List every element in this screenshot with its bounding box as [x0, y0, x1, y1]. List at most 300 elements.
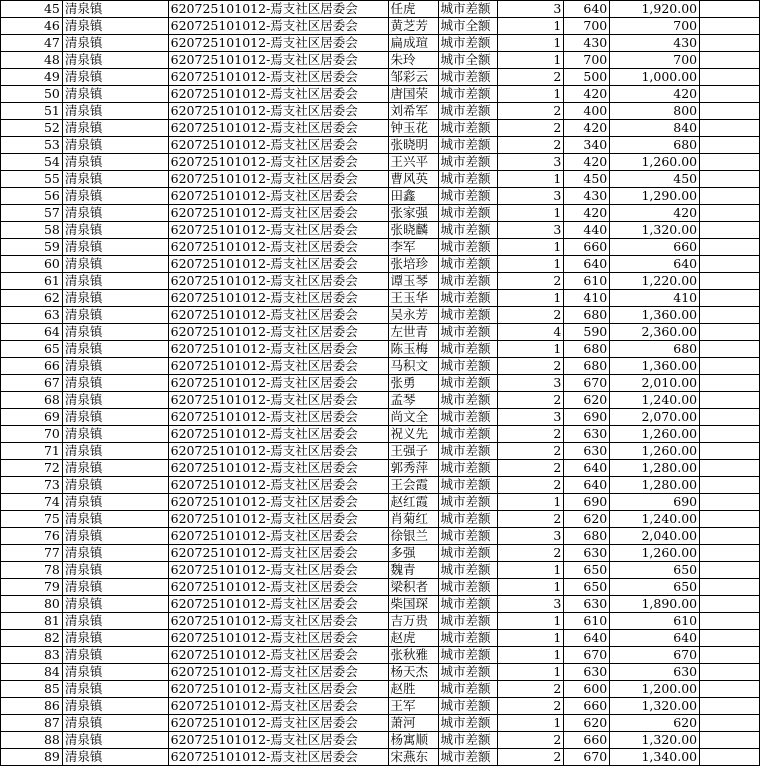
standard-cell: 430	[564, 35, 610, 52]
table-row	[1, 256, 760, 273]
community-cell: 620725101012-焉支社区居委会	[168, 579, 388, 596]
amount-cell: 1,340.00	[610, 749, 700, 766]
name-cell: 刘希军	[388, 103, 438, 120]
amount-cell: 410	[610, 290, 700, 307]
type-cell: 城市差额	[438, 460, 498, 477]
name-cell: 张秋雅	[388, 647, 438, 664]
row-number: 70	[1, 426, 63, 443]
household-count-cell: 1	[498, 171, 564, 188]
row-number: 73	[1, 477, 63, 494]
community-cell: 620725101012-焉支社区居委会	[168, 426, 388, 443]
household-count-cell: 1	[498, 290, 564, 307]
empty-cell	[700, 324, 760, 341]
type-cell: 城市差额	[438, 86, 498, 103]
row-number: 83	[1, 647, 63, 664]
name-cell: 徐银兰	[388, 528, 438, 545]
type-cell: 城市差额	[438, 273, 498, 290]
amount-cell: 630	[610, 664, 700, 681]
amount-cell: 620	[610, 715, 700, 732]
empty-cell	[700, 409, 760, 426]
name-cell: 柴国琛	[388, 596, 438, 613]
standard-cell: 640	[564, 1, 610, 18]
household-count-cell: 1	[498, 52, 564, 69]
type-cell: 城市差额	[438, 69, 498, 86]
community-cell: 620725101012-焉支社区居委会	[168, 460, 388, 477]
household-count-cell: 3	[498, 188, 564, 205]
name-cell: 多强	[388, 545, 438, 562]
type-cell: 城市差额	[438, 732, 498, 749]
standard-cell: 670	[564, 375, 610, 392]
town-cell: 清泉镇	[62, 256, 168, 273]
type-cell: 城市差额	[438, 681, 498, 698]
household-count-cell: 2	[498, 69, 564, 86]
name-cell: 张培珍	[388, 256, 438, 273]
household-count-cell: 2	[498, 545, 564, 562]
standard-cell: 630	[564, 443, 610, 460]
community-cell: 620725101012-焉支社区居委会	[168, 239, 388, 256]
table-row	[1, 562, 760, 579]
empty-cell	[700, 69, 760, 86]
amount-cell: 450	[610, 171, 700, 188]
town-cell: 清泉镇	[62, 630, 168, 647]
table-row	[1, 392, 760, 409]
town-cell: 清泉镇	[62, 35, 168, 52]
standard-cell: 450	[564, 171, 610, 188]
household-count-cell: 2	[498, 511, 564, 528]
name-cell: 王军	[388, 698, 438, 715]
row-number: 82	[1, 630, 63, 647]
amount-cell: 1,200.00	[610, 681, 700, 698]
amount-cell: 800	[610, 103, 700, 120]
household-count-cell: 2	[498, 460, 564, 477]
standard-cell: 620	[564, 392, 610, 409]
community-cell: 620725101012-焉支社区居委会	[168, 256, 388, 273]
community-cell: 620725101012-焉支社区居委会	[168, 596, 388, 613]
table-row	[1, 460, 760, 477]
household-count-cell: 3	[498, 528, 564, 545]
amount-cell: 1,290.00	[610, 188, 700, 205]
amount-cell: 420	[610, 86, 700, 103]
type-cell: 城市差额	[438, 103, 498, 120]
empty-cell	[700, 443, 760, 460]
empty-cell	[700, 494, 760, 511]
type-cell: 城市差额	[438, 698, 498, 715]
household-count-cell: 2	[498, 426, 564, 443]
name-cell: 肖菊红	[388, 511, 438, 528]
community-cell: 620725101012-焉支社区居委会	[168, 52, 388, 69]
row-number: 81	[1, 613, 63, 630]
household-count-cell: 1	[498, 579, 564, 596]
table-row	[1, 154, 760, 171]
standard-cell: 680	[564, 528, 610, 545]
community-cell: 620725101012-焉支社区居委会	[168, 392, 388, 409]
community-cell: 620725101012-焉支社区居委会	[168, 681, 388, 698]
empty-cell	[700, 477, 760, 494]
town-cell: 清泉镇	[62, 426, 168, 443]
empty-cell	[700, 375, 760, 392]
town-cell: 清泉镇	[62, 137, 168, 154]
standard-cell: 630	[564, 596, 610, 613]
table-row	[1, 188, 760, 205]
community-cell: 620725101012-焉支社区居委会	[168, 732, 388, 749]
standard-cell: 660	[564, 239, 610, 256]
table-row	[1, 324, 760, 341]
empty-cell	[700, 171, 760, 188]
type-cell: 城市差额	[438, 579, 498, 596]
table-row	[1, 647, 760, 664]
name-cell: 左世青	[388, 324, 438, 341]
row-number: 87	[1, 715, 63, 732]
type-cell: 城市差额	[438, 137, 498, 154]
amount-cell: 1,320.00	[610, 698, 700, 715]
empty-cell	[700, 18, 760, 35]
type-cell: 城市差额	[438, 426, 498, 443]
name-cell: 梁积者	[388, 579, 438, 596]
standard-cell: 680	[564, 307, 610, 324]
type-cell: 城市差额	[438, 1, 498, 18]
table-row	[1, 69, 760, 86]
town-cell: 清泉镇	[62, 613, 168, 630]
name-cell: 曹风英	[388, 171, 438, 188]
standard-cell: 640	[564, 477, 610, 494]
community-cell: 620725101012-焉支社区居委会	[168, 273, 388, 290]
row-number: 46	[1, 18, 63, 35]
household-count-cell: 2	[498, 681, 564, 698]
household-count-cell: 4	[498, 324, 564, 341]
name-cell: 马积文	[388, 358, 438, 375]
row-number: 74	[1, 494, 63, 511]
empty-cell	[700, 460, 760, 477]
type-cell: 城市差额	[438, 154, 498, 171]
name-cell: 张勇	[388, 375, 438, 392]
amount-cell: 650	[610, 562, 700, 579]
table-row	[1, 528, 760, 545]
table-row	[1, 579, 760, 596]
empty-cell	[700, 222, 760, 239]
table-row	[1, 86, 760, 103]
amount-cell: 2,360.00	[610, 324, 700, 341]
name-cell: 钟玉花	[388, 120, 438, 137]
town-cell: 清泉镇	[62, 86, 168, 103]
name-cell: 赵红霞	[388, 494, 438, 511]
table-row	[1, 426, 760, 443]
community-cell: 620725101012-焉支社区居委会	[168, 647, 388, 664]
amount-cell: 2,010.00	[610, 375, 700, 392]
empty-cell	[700, 137, 760, 154]
row-number: 55	[1, 171, 63, 188]
row-number: 71	[1, 443, 63, 460]
town-cell: 清泉镇	[62, 154, 168, 171]
name-cell: 吴永芳	[388, 307, 438, 324]
name-cell: 杨天杰	[388, 664, 438, 681]
amount-cell: 1,000.00	[610, 69, 700, 86]
standard-cell: 650	[564, 562, 610, 579]
amount-cell: 1,920.00	[610, 1, 700, 18]
amount-cell: 1,260.00	[610, 426, 700, 443]
table-row	[1, 443, 760, 460]
town-cell: 清泉镇	[62, 375, 168, 392]
community-cell: 620725101012-焉支社区居委会	[168, 562, 388, 579]
type-cell: 城市差额	[438, 205, 498, 222]
empty-cell	[700, 579, 760, 596]
name-cell: 黄芝芳	[388, 18, 438, 35]
standard-cell: 630	[564, 664, 610, 681]
empty-cell	[700, 562, 760, 579]
table-row	[1, 307, 760, 324]
name-cell: 孟琴	[388, 392, 438, 409]
type-cell: 城市差额	[438, 545, 498, 562]
amount-cell: 700	[610, 18, 700, 35]
name-cell: 王强子	[388, 443, 438, 460]
standard-cell: 440	[564, 222, 610, 239]
table-row	[1, 545, 760, 562]
community-cell: 620725101012-焉支社区居委会	[168, 358, 388, 375]
standard-cell: 700	[564, 18, 610, 35]
table-row	[1, 205, 760, 222]
household-count-cell: 1	[498, 630, 564, 647]
empty-cell	[700, 341, 760, 358]
community-cell: 620725101012-焉支社区居委会	[168, 409, 388, 426]
town-cell: 清泉镇	[62, 749, 168, 766]
empty-cell	[700, 239, 760, 256]
name-cell: 萧河	[388, 715, 438, 732]
community-cell: 620725101012-焉支社区居委会	[168, 137, 388, 154]
empty-cell	[700, 749, 760, 766]
row-number: 48	[1, 52, 63, 69]
town-cell: 清泉镇	[62, 443, 168, 460]
amount-cell: 1,320.00	[610, 732, 700, 749]
name-cell: 邹彩云	[388, 69, 438, 86]
standard-cell: 640	[564, 630, 610, 647]
name-cell: 王玉华	[388, 290, 438, 307]
community-cell: 620725101012-焉支社区居委会	[168, 120, 388, 137]
row-number: 89	[1, 749, 63, 766]
table-row	[1, 52, 760, 69]
household-count-cell: 2	[498, 358, 564, 375]
town-cell: 清泉镇	[62, 715, 168, 732]
type-cell: 城市差额	[438, 375, 498, 392]
town-cell: 清泉镇	[62, 528, 168, 545]
household-count-cell: 1	[498, 239, 564, 256]
town-cell: 清泉镇	[62, 409, 168, 426]
empty-cell	[700, 596, 760, 613]
community-cell: 620725101012-焉支社区居委会	[168, 171, 388, 188]
standard-cell: 610	[564, 273, 610, 290]
empty-cell	[700, 528, 760, 545]
row-number: 66	[1, 358, 63, 375]
town-cell: 清泉镇	[62, 698, 168, 715]
empty-cell	[700, 273, 760, 290]
town-cell: 清泉镇	[62, 545, 168, 562]
row-number: 49	[1, 69, 63, 86]
type-cell: 城市差额	[438, 477, 498, 494]
amount-cell: 2,070.00	[610, 409, 700, 426]
household-count-cell: 2	[498, 307, 564, 324]
row-number: 68	[1, 392, 63, 409]
household-count-cell: 1	[498, 664, 564, 681]
town-cell: 清泉镇	[62, 307, 168, 324]
name-cell: 杨寓顺	[388, 732, 438, 749]
town-cell: 清泉镇	[62, 460, 168, 477]
table-row	[1, 375, 760, 392]
name-cell: 宋燕东	[388, 749, 438, 766]
amount-cell: 2,040.00	[610, 528, 700, 545]
town-cell: 清泉镇	[62, 392, 168, 409]
community-cell: 620725101012-焉支社区居委会	[168, 528, 388, 545]
name-cell: 唐国荣	[388, 86, 438, 103]
name-cell: 朱玲	[388, 52, 438, 69]
table-row	[1, 494, 760, 511]
amount-cell: 1,280.00	[610, 477, 700, 494]
community-cell: 620725101012-焉支社区居委会	[168, 494, 388, 511]
town-cell: 清泉镇	[62, 1, 168, 18]
name-cell: 赵胜	[388, 681, 438, 698]
type-cell: 城市差额	[438, 409, 498, 426]
community-cell: 620725101012-焉支社区居委会	[168, 324, 388, 341]
table-row	[1, 290, 760, 307]
town-cell: 清泉镇	[62, 205, 168, 222]
row-number: 72	[1, 460, 63, 477]
standard-cell: 500	[564, 69, 610, 86]
standard-cell: 420	[564, 154, 610, 171]
type-cell: 城市差额	[438, 494, 498, 511]
row-number: 80	[1, 596, 63, 613]
standard-cell: 400	[564, 103, 610, 120]
empty-cell	[700, 681, 760, 698]
household-count-cell: 2	[498, 477, 564, 494]
community-cell: 620725101012-焉支社区居委会	[168, 375, 388, 392]
name-cell: 张家强	[388, 205, 438, 222]
household-count-cell: 1	[498, 205, 564, 222]
empty-cell	[700, 205, 760, 222]
community-cell: 620725101012-焉支社区居委会	[168, 1, 388, 18]
amount-cell: 1,240.00	[610, 392, 700, 409]
amount-cell: 1,260.00	[610, 154, 700, 171]
community-cell: 620725101012-焉支社区居委会	[168, 290, 388, 307]
standard-cell: 640	[564, 460, 610, 477]
empty-cell	[700, 35, 760, 52]
amount-cell: 640	[610, 630, 700, 647]
amount-cell: 660	[610, 239, 700, 256]
community-cell: 620725101012-焉支社区居委会	[168, 69, 388, 86]
household-count-cell: 1	[498, 494, 564, 511]
community-cell: 620725101012-焉支社区居委会	[168, 613, 388, 630]
community-cell: 620725101012-焉支社区居委会	[168, 715, 388, 732]
town-cell: 清泉镇	[62, 681, 168, 698]
standard-cell: 620	[564, 511, 610, 528]
row-number: 62	[1, 290, 63, 307]
town-cell: 清泉镇	[62, 69, 168, 86]
row-number: 45	[1, 1, 63, 18]
standard-cell: 690	[564, 409, 610, 426]
community-cell: 620725101012-焉支社区居委会	[168, 86, 388, 103]
empty-cell	[700, 545, 760, 562]
town-cell: 清泉镇	[62, 732, 168, 749]
amount-cell: 690	[610, 494, 700, 511]
type-cell: 城市差额	[438, 358, 498, 375]
name-cell: 郭秀萍	[388, 460, 438, 477]
row-number: 57	[1, 205, 63, 222]
row-number: 76	[1, 528, 63, 545]
community-cell: 620725101012-焉支社区居委会	[168, 205, 388, 222]
type-cell: 城市差额	[438, 511, 498, 528]
table-row	[1, 613, 760, 630]
row-number: 86	[1, 698, 63, 715]
community-cell: 620725101012-焉支社区居委会	[168, 698, 388, 715]
table-row	[1, 715, 760, 732]
table-row	[1, 681, 760, 698]
community-cell: 620725101012-焉支社区居委会	[168, 154, 388, 171]
type-cell: 城市差额	[438, 120, 498, 137]
empty-cell	[700, 613, 760, 630]
amount-cell: 1,890.00	[610, 596, 700, 613]
amount-cell: 1,360.00	[610, 307, 700, 324]
standard-cell: 680	[564, 341, 610, 358]
empty-cell	[700, 664, 760, 681]
standard-cell: 630	[564, 426, 610, 443]
town-cell: 清泉镇	[62, 664, 168, 681]
household-count-cell: 3	[498, 154, 564, 171]
amount-cell: 670	[610, 647, 700, 664]
row-number: 59	[1, 239, 63, 256]
type-cell: 城市全额	[438, 52, 498, 69]
town-cell: 清泉镇	[62, 18, 168, 35]
row-number: 84	[1, 664, 63, 681]
amount-cell: 1,320.00	[610, 222, 700, 239]
type-cell: 城市差额	[438, 307, 498, 324]
household-count-cell: 2	[498, 443, 564, 460]
standard-cell: 620	[564, 715, 610, 732]
type-cell: 城市差额	[438, 239, 498, 256]
town-cell: 清泉镇	[62, 222, 168, 239]
household-count-cell: 2	[498, 120, 564, 137]
community-cell: 620725101012-焉支社区居委会	[168, 443, 388, 460]
type-cell: 城市全额	[438, 18, 498, 35]
table-row	[1, 273, 760, 290]
standard-cell: 630	[564, 545, 610, 562]
community-cell: 620725101012-焉支社区居委会	[168, 18, 388, 35]
household-count-cell: 2	[498, 732, 564, 749]
table-row	[1, 171, 760, 188]
name-cell: 魏青	[388, 562, 438, 579]
household-count-cell: 1	[498, 562, 564, 579]
name-cell: 谭玉琴	[388, 273, 438, 290]
standard-cell: 600	[564, 681, 610, 698]
empty-cell	[700, 511, 760, 528]
type-cell: 城市差额	[438, 613, 498, 630]
type-cell: 城市差额	[438, 222, 498, 239]
empty-cell	[700, 290, 760, 307]
household-count-cell: 3	[498, 222, 564, 239]
name-cell: 任虎	[388, 1, 438, 18]
empty-cell	[700, 715, 760, 732]
table-row	[1, 35, 760, 52]
name-cell: 王兴平	[388, 154, 438, 171]
standard-cell: 640	[564, 256, 610, 273]
table-body	[1, 1, 760, 766]
town-cell: 清泉镇	[62, 171, 168, 188]
standard-cell: 660	[564, 698, 610, 715]
community-cell: 620725101012-焉支社区居委会	[168, 222, 388, 239]
household-count-cell: 3	[498, 375, 564, 392]
row-number: 85	[1, 681, 63, 698]
row-number: 47	[1, 35, 63, 52]
row-number: 61	[1, 273, 63, 290]
empty-cell	[700, 307, 760, 324]
community-cell: 620725101012-焉支社区居委会	[168, 511, 388, 528]
household-count-cell: 2	[498, 392, 564, 409]
standard-cell: 670	[564, 647, 610, 664]
